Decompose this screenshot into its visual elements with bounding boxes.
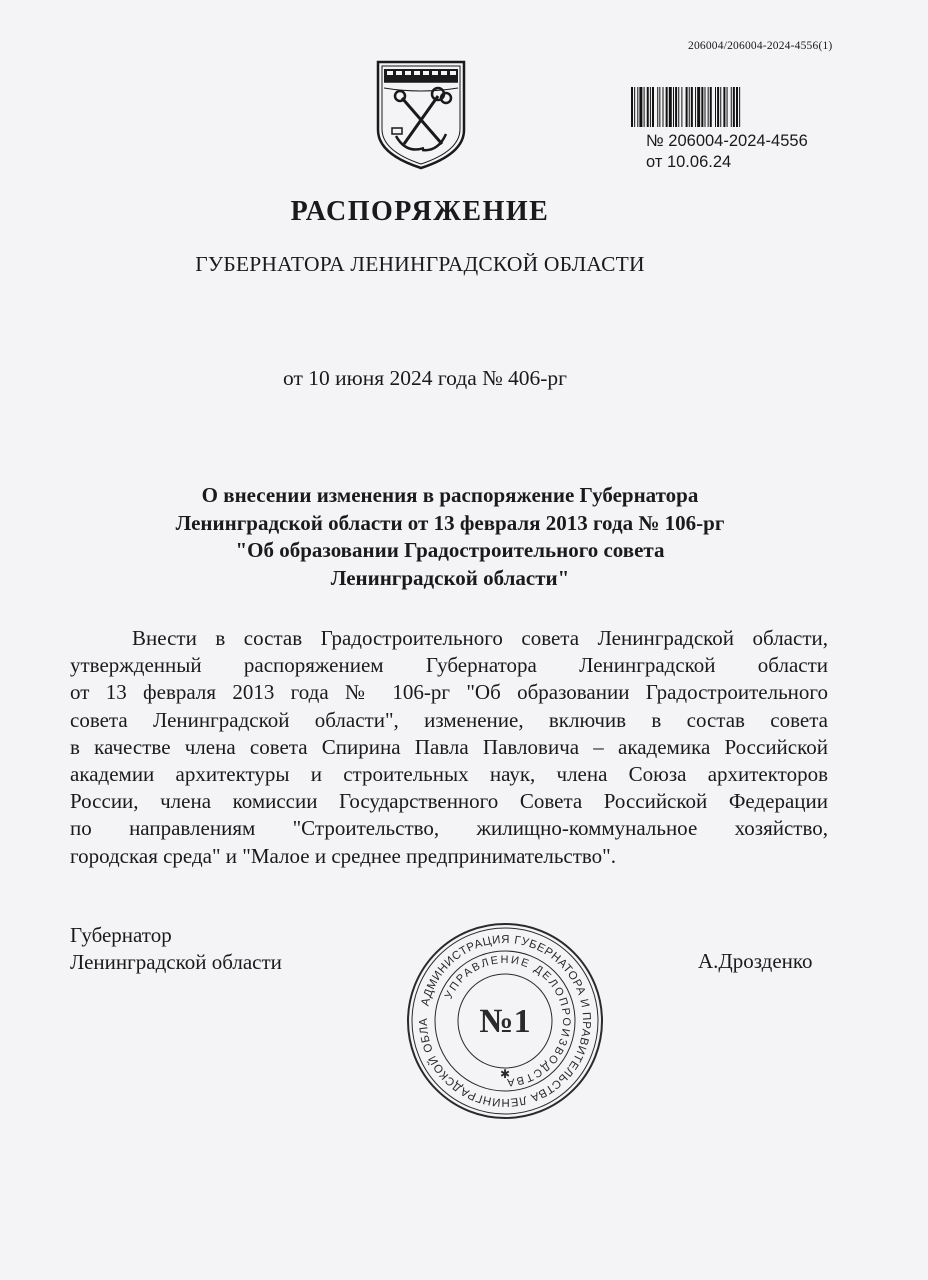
signer-name: А.Дрозденко (698, 949, 813, 973)
barcode-bar (708, 87, 709, 127)
barcode-bar (731, 87, 732, 127)
barcode-bar (691, 87, 693, 127)
barcode-bar (647, 87, 649, 127)
barcode-bar (689, 87, 690, 127)
barcode-bar (659, 87, 660, 127)
barcode-bar (686, 87, 688, 127)
barcode-bar (675, 87, 677, 127)
barcode-bar (666, 87, 668, 127)
barcode-bar (723, 87, 725, 127)
barcode-bar (678, 87, 679, 127)
official-stamp (402, 918, 608, 1124)
issuer-heading: ГУБЕРНАТОРА ЛЕНИНГРАДСКОЙ ОБЛАСТИ (195, 252, 645, 276)
registration-date: от 10.06.24 (646, 153, 732, 171)
document-date-number: от 10 июня 2024 года № 406-рг (283, 366, 567, 390)
subject-line: О внесении изменения в распоряжение Губернатора (201, 483, 699, 507)
signatory-title-line: Ленинградской области (70, 950, 282, 974)
body-line: России, члена комиссии Государственного Совета Российской Федерации (70, 789, 828, 814)
document-code: 206004/206004-2024-4556(1) (688, 40, 833, 52)
signatory-title (70, 922, 282, 976)
barcode-bar (634, 87, 635, 127)
barcode-bar (637, 87, 638, 127)
star-icon: ✱ (499, 1067, 511, 1081)
body-line: совета Ленинградской области", изменение, включив в состав совета (70, 707, 828, 732)
body-line: от 13 февраля 2013 года № 106-рг "Об образовании Градостроительного (70, 680, 828, 705)
barcode-bar (701, 87, 703, 127)
barcode-bar (720, 87, 721, 127)
subject-line: "Об образовании Градостроительного совета (235, 538, 665, 562)
barcode-bar (663, 87, 664, 127)
body-line: академии архитектуры и строительных наук, члена Союза архитекторов (70, 762, 828, 787)
document-type-heading: РАСПОРЯЖЕНИЕ (290, 196, 550, 227)
barcode-icon (631, 87, 846, 127)
signatory-title-line: Губернатор (70, 923, 172, 947)
barcode-bar (727, 87, 728, 127)
barcode-bar (650, 87, 651, 127)
body-line: утвержденный распоряжением Губернатора Ленинградской области (70, 653, 828, 678)
stamp-outer-text: АДМИНИСТРАЦИЯ ГУБЕРНАТОРА И ПРАВИТЕЛЬСТВА ЛЕНИНГРАДСКОЙ ОБЛА (417, 933, 593, 1109)
body-line: в качестве члена совета Спирина Павла Павловича – академика Российской (70, 734, 828, 759)
barcode-bar (733, 87, 735, 127)
barcode-bar (715, 87, 716, 127)
stamp-number: №1 (479, 1003, 531, 1040)
coat-of-arms-icon (372, 58, 470, 170)
barcode-bar (710, 87, 712, 127)
barcode-bar (736, 87, 738, 127)
body-line: Внести в состав Градостроительного совета Ленинградской области, (132, 626, 828, 650)
document-body (70, 625, 828, 870)
barcode-bar (644, 87, 645, 127)
barcode-bar (705, 87, 706, 127)
subject-line: Ленинградской области от 13 февраля 2013 года № 106-рг (175, 510, 725, 535)
barcode-bar (669, 87, 672, 127)
barcode-bar (631, 87, 633, 127)
stamp-inner-text: УПРАВЛЕНИЕ ДЕЛОПРОИЗВОДСТВА (442, 953, 573, 1089)
barcode-bar (695, 87, 696, 127)
barcode-bar (697, 87, 700, 127)
body-line: городская среда" и "Малое и среднее предпринимательство". (70, 843, 616, 868)
registration-number: № 206004-2024-4556 (646, 132, 808, 150)
barcode-bar (639, 87, 642, 127)
barcode-bar (717, 87, 719, 127)
body-line: по направлениям "Строительство, жилищно-коммунальное хозяйство, (70, 816, 828, 841)
barcode-bar (681, 87, 682, 127)
barcode-bar (652, 87, 654, 127)
barcode-bar (657, 87, 658, 127)
barcode-bar (739, 87, 740, 127)
document-subject (70, 482, 830, 592)
barcode-bar (673, 87, 674, 127)
subject-line: Ленинградской области" (330, 565, 570, 590)
